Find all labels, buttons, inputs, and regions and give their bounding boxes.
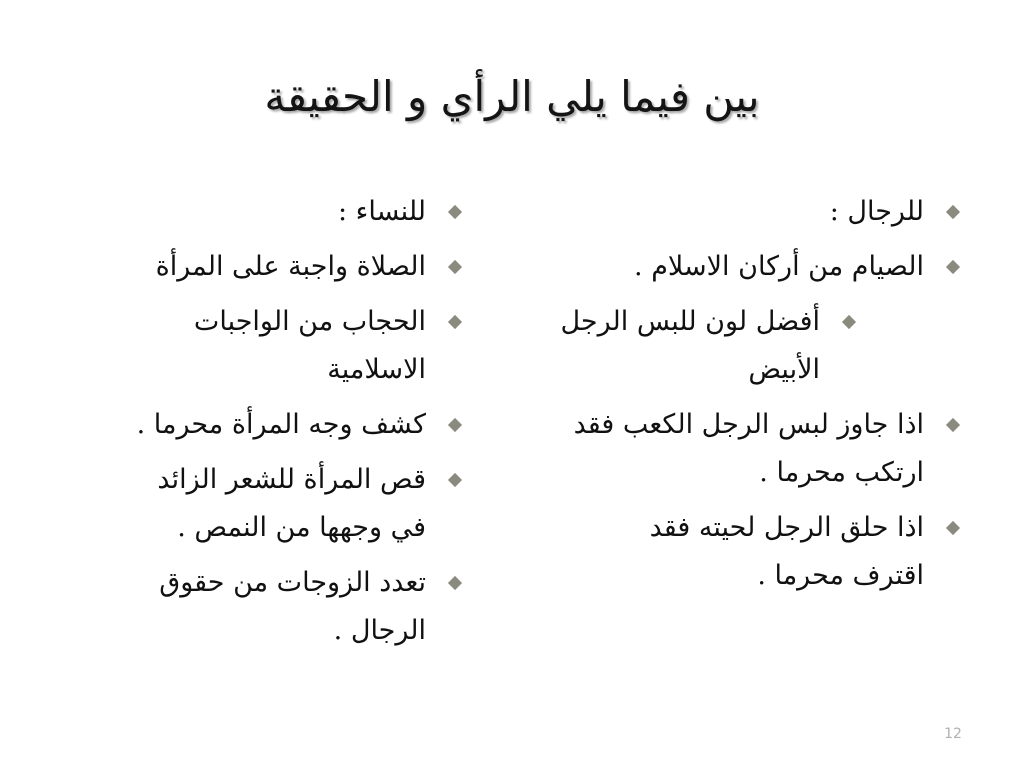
diamond-bullet-icon (448, 205, 462, 219)
list-item-text: الصلاة واجبة على المرأة (155, 251, 426, 282)
list-item-text: اذا جاوز لبس الرجل الكعب فقد ارتكب محرما . (573, 409, 924, 488)
list-item-text: الصيام من أركان الاسلام . (634, 251, 924, 282)
list-item-text: اذا حلق الرجل لحيته فقد اقترف محرما . (649, 512, 924, 591)
diamond-bullet-icon (448, 418, 462, 432)
list-item (136, 559, 462, 655)
list-item-text: أفضل لون للبس الرجل الأبيض (560, 306, 820, 385)
list-item (62, 188, 462, 236)
list-item (560, 401, 960, 497)
list-item-text: كشف وجه المرأة محرما . (136, 409, 426, 440)
list-item-text: الحجاب من الواجبات الاسلامية (193, 306, 426, 385)
list-item (126, 456, 462, 552)
diamond-bullet-icon (448, 315, 462, 329)
list-item (156, 298, 462, 394)
diamond-bullet-icon (946, 521, 960, 535)
diamond-bullet-icon (946, 260, 960, 274)
list-item-text: للرجال : (829, 196, 924, 227)
list-item-text: تعدد الزوجات من حقوق الرجال . (159, 567, 426, 646)
diamond-bullet-icon (946, 205, 960, 219)
list-item-text: قص المرأة للشعر الزائد في وجهها من النمص . (157, 464, 426, 543)
left-column-list (62, 188, 462, 662)
list-item (62, 243, 462, 291)
list-item (560, 188, 960, 236)
diamond-bullet-icon (842, 315, 856, 329)
list-item (624, 504, 960, 600)
diamond-bullet-icon (448, 576, 462, 590)
list-item (560, 298, 856, 394)
list-item (560, 243, 960, 291)
page-number: 12 (944, 726, 962, 742)
slide-title: بين فيما يلي الرأي و الحقيقة (264, 72, 760, 121)
diamond-bullet-icon (946, 418, 960, 432)
diamond-bullet-icon (448, 260, 462, 274)
right-column-list (560, 188, 960, 607)
diamond-bullet-icon (448, 473, 462, 487)
list-item (62, 401, 462, 449)
list-item-text: للنساء : (337, 196, 426, 227)
